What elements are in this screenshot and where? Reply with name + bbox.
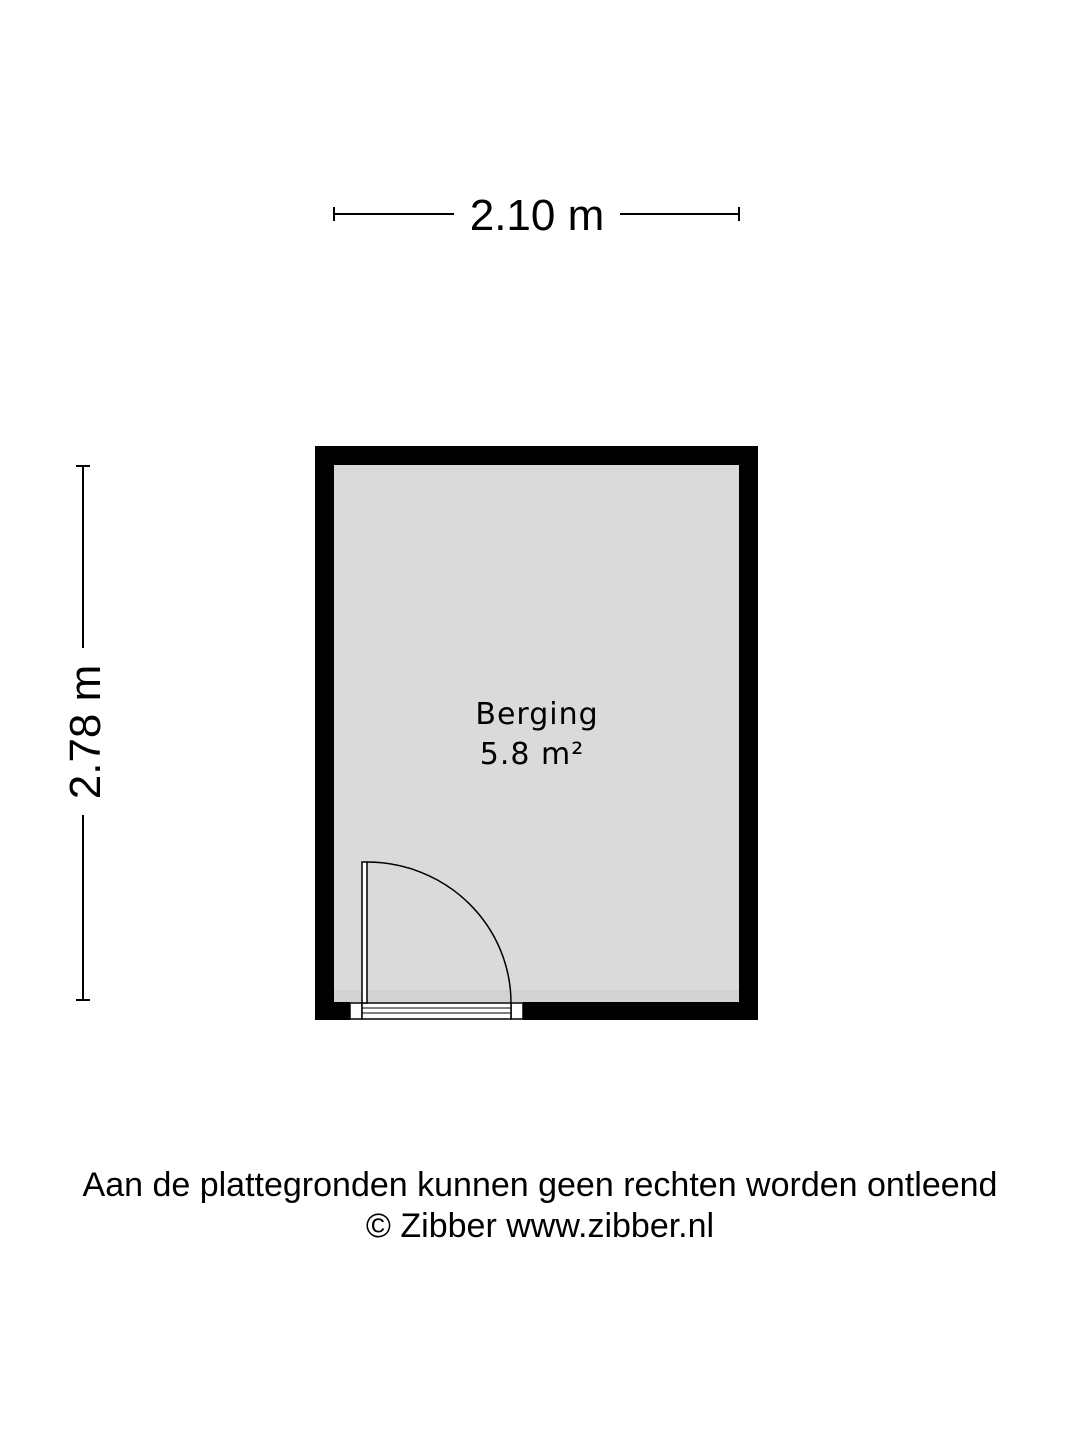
room-name: Berging xyxy=(475,697,599,732)
wall-left xyxy=(315,446,334,1020)
wall-top xyxy=(315,446,758,465)
width-dimension xyxy=(334,191,739,240)
door-leaf xyxy=(362,862,367,1003)
copyright-text: © Zibber www.zibber.nl xyxy=(365,1207,715,1245)
height-dimension-label: 2.78 m xyxy=(61,664,110,800)
wall-bottom-left xyxy=(315,1002,350,1020)
door-frame-right xyxy=(511,1003,523,1019)
room-area: 5.8 m² xyxy=(479,737,585,772)
wall-bottom-right xyxy=(523,1002,758,1020)
disclaimer-text: Aan de plattegronden kunnen geen rechten worden ontleend xyxy=(82,1166,998,1204)
floor-shadow xyxy=(334,990,739,1002)
door-frame-left xyxy=(350,1003,362,1019)
door-threshold xyxy=(362,1003,511,1019)
room-floor xyxy=(334,465,739,1002)
width-dimension-label: 2.10 m xyxy=(469,191,605,240)
height-dimension xyxy=(61,466,110,1000)
wall-right xyxy=(739,446,758,1020)
